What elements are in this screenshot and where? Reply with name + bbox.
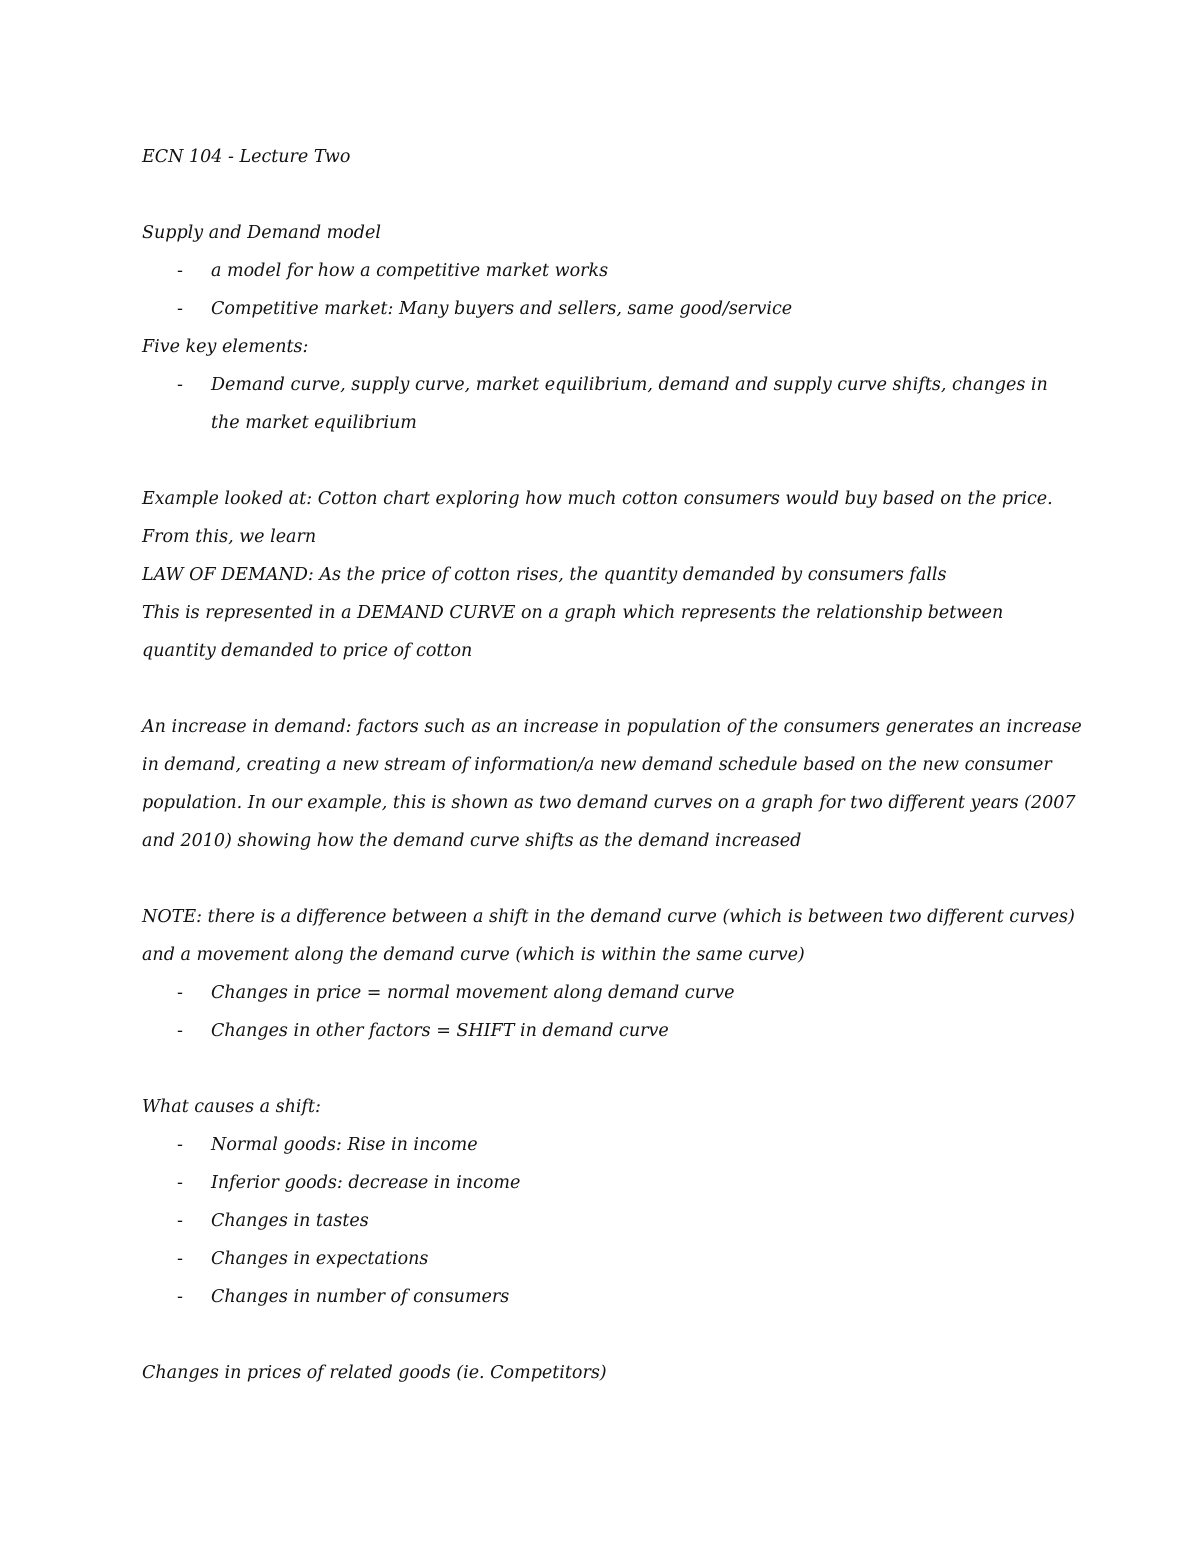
- spacer: [142, 1050, 1062, 1088]
- dash-bullet: -: [177, 983, 183, 1003]
- paragraph-line: in demand, creating a new stream of information/a new demand schedule based on the new consumer: [142, 755, 1052, 775]
- law-of-demand-line: LAW OF DEMAND: As the price of cotton rises, the quantity demanded by consumers falls: [142, 565, 947, 585]
- document-body: [142, 138, 1082, 1392]
- list-item-text: Competitive market: Many buyers and sellers, same good/service: [211, 299, 793, 319]
- spacer: [142, 1316, 1062, 1354]
- list-item-text: Changes in number of consumers: [211, 1287, 510, 1307]
- list-item-text: Changes in expectations: [211, 1249, 429, 1269]
- list-item: [142, 974, 1062, 1012]
- note-line: and a movement along the demand curve (which is within the same curve): [142, 945, 805, 965]
- list-item-text: Changes in price = normal movement along demand curve: [211, 983, 735, 1003]
- dash-bullet: -: [177, 1173, 183, 1193]
- section-heading-key-elements: Five key elements:: [142, 337, 309, 357]
- dash-bullet: -: [177, 1249, 183, 1269]
- list-item: [142, 1278, 1062, 1316]
- list-item-text: Normal goods: Rise in income: [211, 1135, 478, 1155]
- spacer: [142, 860, 1062, 898]
- paragraph-line: From this, we learn: [142, 527, 317, 547]
- spacer: [142, 442, 1062, 480]
- paragraph-line: This is represented in a DEMAND CURVE on a graph which represents the relationship between: [142, 603, 1004, 623]
- list-item: [142, 1126, 1062, 1164]
- document-title: ECN 104 - Lecture Two: [142, 147, 351, 167]
- spacer: [142, 176, 1062, 214]
- list-item-text: Demand curve, supply curve, market equilibrium, demand and supply curve shifts, changes in the market equilibrium: [211, 375, 1048, 433]
- spacer: [142, 670, 1062, 708]
- list-item-text: a model for how a competitive market works: [211, 261, 609, 281]
- section-heading-supply-demand: Supply and Demand model: [142, 223, 381, 243]
- list-item-text: Changes in tastes: [211, 1211, 369, 1231]
- paragraph-line: population. In our example, this is shown as two demand curves on a graph for two different years (2007: [142, 793, 1076, 813]
- list-item: [142, 1240, 1062, 1278]
- dash-bullet: -: [177, 1211, 183, 1231]
- list-item-text: Inferior goods: decrease in income: [211, 1173, 521, 1193]
- dash-bullet: -: [177, 261, 183, 281]
- paragraph-line: quantity demanded to price of cotton: [142, 641, 473, 661]
- list-item: [142, 1202, 1062, 1240]
- paragraph-line: and 2010) showing how the demand curve shifts as the demand increased: [142, 831, 802, 851]
- dash-bullet: -: [177, 1135, 183, 1155]
- paragraph-line: An increase in demand: factors such as an increase in population of the consumers generates an increase: [142, 717, 1082, 737]
- list-item-text: Changes in other factors = SHIFT in demand curve: [211, 1021, 669, 1041]
- dash-bullet: -: [177, 1021, 183, 1041]
- list-item: [142, 366, 1062, 442]
- note-line: NOTE: there is a difference between a shift in the demand curve (which is between two different curves): [142, 907, 1075, 927]
- dash-bullet: -: [177, 299, 183, 319]
- section-heading-shift-causes: What causes a shift:: [142, 1097, 321, 1117]
- final-line: Changes in prices of related goods (ie. Competitors): [142, 1363, 607, 1383]
- list-item: [142, 1012, 1062, 1050]
- list-item: [142, 290, 1062, 328]
- list-item: [142, 1164, 1062, 1202]
- list-item: [142, 252, 1062, 290]
- dash-bullet: -: [177, 375, 183, 395]
- dash-bullet: -: [177, 1287, 183, 1307]
- paragraph-line: Example looked at: Cotton chart exploring how much cotton consumers would buy based on the price.: [142, 489, 1053, 509]
